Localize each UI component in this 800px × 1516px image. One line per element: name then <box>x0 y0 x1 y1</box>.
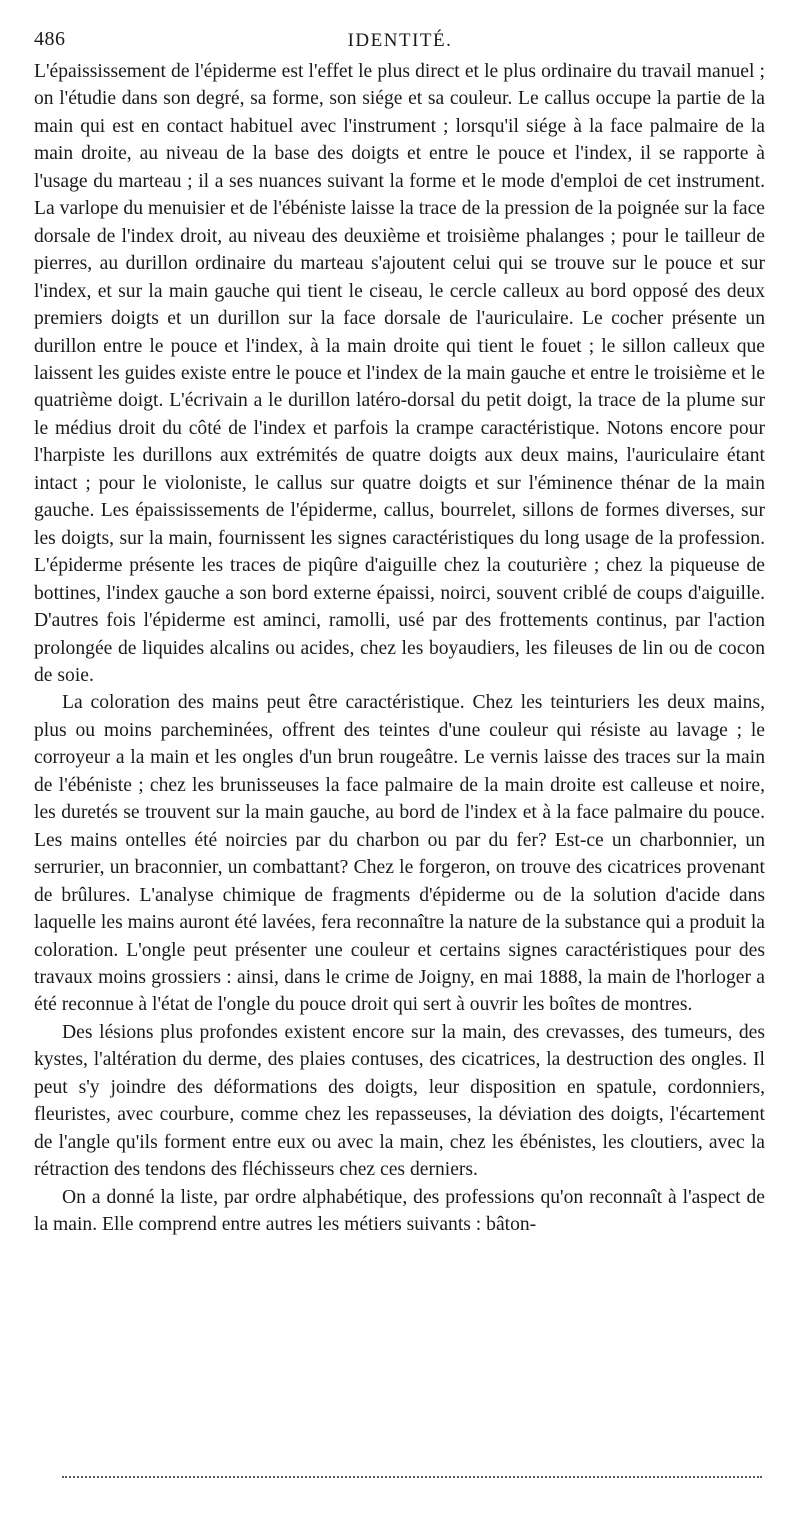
paragraph-lesions: Des lésions plus profondes existent encore sur la main, des crevasses, des tumeurs, des kystes, l'altération du derme, des plaies contuses, des cicatrices, la destruction des ongles. Il peut s'y joindre des déformations des doigts, leur disposition en spatule, cordonniers, fleuristes, avec courbure, comme chez les repasseuses, la déviation des doigts, l'écartement de l'angle qu'ils forment entre eux ou avec la main, chez les ébénistes, les cloutiers, avec la rétraction des tendons des fléchisseurs chez ces derniers. <box>34 1021 765 1181</box>
running-title: IDENTITÉ. <box>347 30 453 51</box>
page-header <box>34 28 766 58</box>
paragraph-epiderme: L'épaississement de l'épiderme est l'effet le plus direct et le plus ordinaire du travail manuel ; on l'étudie dans son degré, sa forme, son siége et sa couleur. Le callus occupe la partie de la main qui est en contact habituel avec l'instrument ; lorsqu'il siége à la face palmaire de la main droite, au niveau de la base des doigts et entre le pouce et l'index, il se rapporte à l'usage du marteau ; il a ses nuances suivant la forme et le mode d'emploi de cet instrument. La varlope du menuisier et de l'ébéniste laisse la trace de la pression de la poignée sur la face dorsale de l'index droit, au niveau des deuxième et troisième phalanges ; pour le tailleur de pierres, au durillon ordinaire du marteau s'ajoutent celui qui se trouve sur le pouce et sur l'index, et sur la main gauche qui tient le ciseau, le cercle calleux au bord opposé des deux premiers doigts et un durillon sur la face dorsale de l'auriculaire. Le cocher présente un durillon entre le pouce et l'index, à la main droite qui tient le fouet ; le sillon calleux que laissent les guides existe entre le pouce et l'index de la main gauche et entre le troisième et le quatrième doigt. L'écrivain a le durillon latéro-dorsal du petit doigt, la trace de la plume sur le médius droit du côté de l'index et parfois la crampe caractéristique. Notons encore pour l'harpiste les durillons aux extrémités de quatre doigts aux deux mains, l'auriculaire étant intact ; pour le violoniste, le callus sur quatre doigts et sur l'éminence thénar de la main gauche. Les épaississements de l'épiderme, callus, bourrelet, sillons de formes diverses, sur les doigts, sur la main, fournissent les signes caractéristiques du long usage de la profession. L'épiderme présente les traces de piqûre d'aiguille chez la couturière ; chez la piqueuse de bottines, l'index gauche a son bord externe épaissi, noirci, souvent criblé de coups d'aiguille. D'autres fois l'épiderme est aminci, ramolli, usé par des frottements continus, par l'action prolongée de liquides alcalins ou acides, chez les boyaudiers, les fileuses de lin ou de cocon de soie. <box>34 61 765 686</box>
paragraph-coloration: La coloration des mains peut être caractéristique. Chez les teinturiers les deux mains, plus ou moins parcheminées, offrent des teintes d'une couleur qui résiste au lavage ; le corroyeur a la main et les ongles d'un brun rougeâtre. Le vernis laisse des traces sur la main de l'ébéniste ; chez les brunisseuses la face palmaire de la main droite est calleuse et noire, les duretés se trouvent sur la main gauche, au bord de l'index et à la face palmaire du pouce. Les mains ontelles été noircies par du charbon ou par du fer? Est-ce un charbonnier, un serrurier, un braconnier, un combattant? Chez le forgeron, on trouve des cicatrices provenant de brûlures. L'analyse chimique de fragments d'épiderme ou de la solution d'acide dans laquelle les mains auront été lavées, fera reconnaître la nature de la substance qui a produit la coloration. L'ongle peut présenter une couleur et certains signes caractéristiques pour des travaux moins grossiers : ainsi, dans le crime de Joigny, en mai 1888, la main de l'horloger a été reconnue à l'état de l'ongle du pouce droit qui sert à ouvrir les boîtes de montres. <box>34 692 765 1016</box>
body-text <box>34 58 765 1238</box>
page-number: 486 <box>34 28 66 50</box>
footer-dotted-rule <box>62 1476 762 1478</box>
paragraph-liste: On a donné la liste, par ordre alphabétique, des professions qu'on reconnaît à l'aspect de la main. Elle comprend entre autres les métiers suivants : bâton- <box>34 1186 765 1236</box>
